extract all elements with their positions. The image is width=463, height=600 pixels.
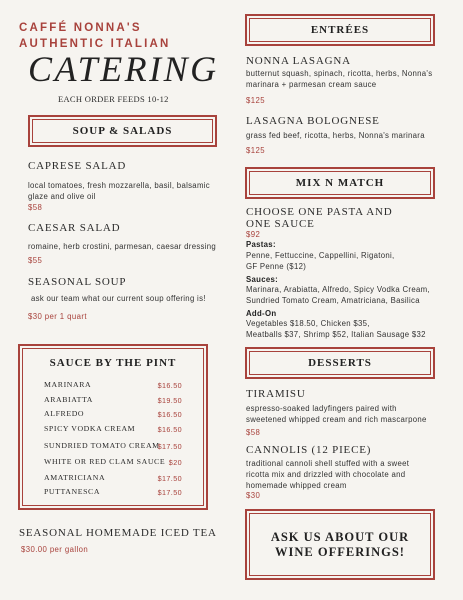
brand-line-2: AUTHENTIC ITALIAN xyxy=(19,38,171,50)
sauces-list: Marinara, Arabiatta, Alfredo, Spicy Vodka Cream, Sundried Tomato Cream, Amatriciana, Basilica xyxy=(246,285,430,305)
sauce-price: $20 xyxy=(168,458,182,467)
sauce-name: ALFREDO xyxy=(44,409,85,418)
mix-n-match-price: $92 xyxy=(246,230,261,239)
pastas-list: Penne, Fettuccine, Cappellini, Rigatoni, GF Penne ($12) xyxy=(246,251,395,271)
mix-n-match-heading-box xyxy=(245,167,435,199)
addon-list: Vegetables $18.50, Chicken $35, Meatballs $37, Shrimp $52, Italian Sausage $32 xyxy=(246,319,426,339)
sauce-name: SPICY VODKA CREAM xyxy=(44,424,136,433)
mix-n-match-heading: MIX N MATCH xyxy=(295,177,385,189)
sauce-name: MARINARA xyxy=(44,380,92,389)
lasagna-bolognese-price: $125 xyxy=(246,146,265,155)
lasagna-bolognese-name: LASAGNA BOLOGNESE xyxy=(246,115,380,127)
caprese-salad-desc: local tomatoes, fresh mozzarella, basil, balsamic glaze and olive oil xyxy=(28,181,210,201)
wine-offerings-box xyxy=(245,509,435,580)
cannolis-desc: traditional cannoli shell stuffed with a sweet ricotta mix and drizzled with chocolate and homemade whipped cream xyxy=(246,459,410,490)
cannolis-price: $30 xyxy=(246,491,261,500)
lasagna-bolognese-desc: grass fed beef, ricotta, herbs, Nonna's marinara xyxy=(246,131,425,140)
caesar-salad-desc: romaine, herb crostini, parmesan, caesar dressing xyxy=(28,242,217,251)
sauce-name: ARABIATTA xyxy=(44,395,93,404)
wine-offerings-text: ASK US ABOUT OUR WINE OFFERINGS! xyxy=(270,530,410,559)
caesar-salad-name: CAESAR SALAD xyxy=(28,222,121,234)
sauce-price: $17.50 xyxy=(157,474,182,483)
sauce-price: $16.50 xyxy=(157,410,182,419)
sauce-name: AMATRICIANA xyxy=(44,473,106,482)
entrees-heading: ENTRÉES xyxy=(310,24,370,36)
sauce-price: $19.50 xyxy=(157,396,182,405)
sauce-name: SUNDRIED TOMATO CREAM xyxy=(44,441,160,450)
feeds-note: EACH ORDER FEEDS 10-12 xyxy=(58,94,169,104)
sauce-price: $16.50 xyxy=(157,425,182,434)
nonna-lasagna-name: NONNA LASAGNA xyxy=(246,55,351,67)
caprese-salad-price: $58 xyxy=(28,203,43,212)
desserts-heading: DESSERTS xyxy=(308,357,372,369)
pastas-label: Pastas: xyxy=(246,240,276,249)
iced-tea-name: SEASONAL HOMEMADE ICED TEA xyxy=(19,527,217,539)
sauce-price: $17.50 xyxy=(157,488,182,497)
iced-tea-price: $30.00 per gallon xyxy=(21,545,89,554)
caesar-salad-price: $55 xyxy=(28,256,43,265)
soup-salads-heading-box xyxy=(28,115,217,147)
caprese-salad-name: CAPRESE SALAD xyxy=(28,160,127,172)
nonna-lasagna-price: $125 xyxy=(246,96,265,105)
entrees-heading-box xyxy=(245,14,435,46)
seasonal-soup-price: $30 per 1 quart xyxy=(28,312,87,321)
cannolis-name: CANNOLIS (12 PIECE) xyxy=(246,444,372,456)
tiramisu-price: $58 xyxy=(246,428,261,437)
soup-salads-heading: SOUP & SALADS xyxy=(72,125,173,137)
page-title: CATERING xyxy=(28,49,219,89)
tiramisu-name: TIRAMISU xyxy=(246,388,306,400)
desserts-heading-box xyxy=(245,347,435,379)
mix-n-match-title: CHOOSE ONE PASTA AND ONE SAUCE xyxy=(246,206,393,230)
addon-label: Add-On xyxy=(246,309,277,318)
sauce-name: WHITE OR RED CLAM SAUCE xyxy=(44,457,166,466)
sauce-price: $16.50 xyxy=(157,381,182,390)
seasonal-soup-desc: ask our team what our current soup offering is! xyxy=(31,294,206,303)
nonna-lasagna-desc: butternut squash, spinach, ricotta, herbs, Nonna's marinara + parmesan cream sauce xyxy=(246,69,433,89)
tiramisu-desc: espresso-soaked ladyfingers paired with sweetened whipped cream and rich mascarpone xyxy=(246,404,427,424)
seasonal-soup-name: SEASONAL SOUP xyxy=(28,276,127,288)
sauces-label: Sauces: xyxy=(246,275,279,284)
sauce-price: $17.50 xyxy=(157,442,182,451)
sauce-by-pint-heading: SAUCE BY THE PINT xyxy=(49,357,177,369)
sauce-name: PUTTANESCA xyxy=(44,487,101,496)
brand-line-1: CAFFÉ NONNA'S xyxy=(19,22,142,34)
